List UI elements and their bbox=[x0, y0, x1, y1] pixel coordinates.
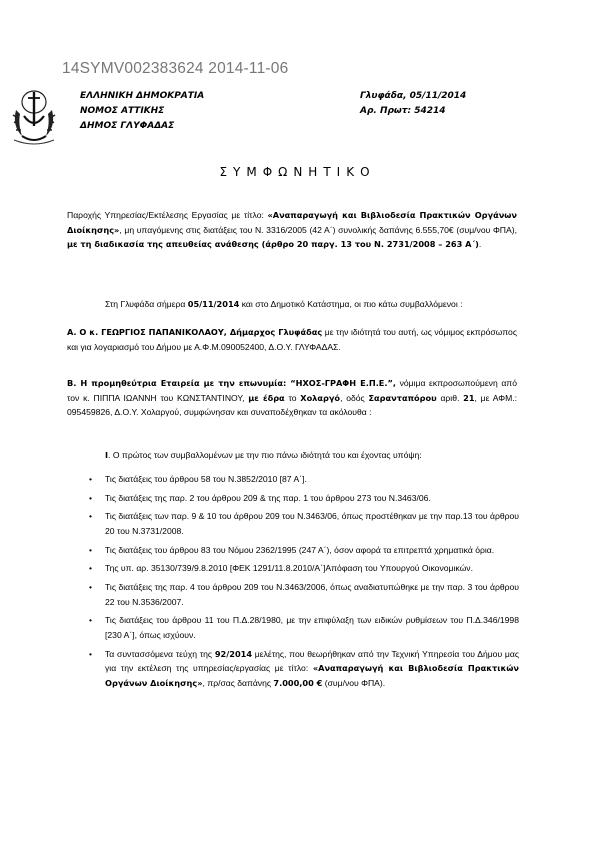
document-title: ΣΥΜΦΩΝΗΤΙΚΟ bbox=[219, 165, 376, 179]
bullet-icon: • bbox=[89, 474, 93, 484]
bullet-icon: • bbox=[89, 615, 93, 626]
list-item bbox=[67, 543, 519, 558]
list-item bbox=[67, 613, 519, 642]
study-project-title: «Αναπαραγωγή και Βιβλιοδεσία Πρακτικών Οργάνων Διοίκησης» bbox=[105, 663, 519, 688]
study-text-2: μελέτης, που θεωρήθηκαν από την Τεχνική Υπηρεσία του Δήμου μας για την εκτέλεση της υπηρεσίας/εργασίας με τίτλο: bbox=[105, 648, 519, 674]
party-a-text: με την ιδιότητά του αυτή, ως νόμιμος εκπρόσωπος και για λογαριασμό του Δήμου με Α.Φ.Μ.090052400, Δ.Ο.Υ. ΓΛΥΦΑΔΑΣ. bbox=[67, 327, 517, 352]
issuer-line-prefecture: ΝΟΜΟΣ ΑΤΤΙΚΗΣ bbox=[80, 106, 165, 116]
bullet-icon: • bbox=[89, 582, 93, 593]
list-item bbox=[67, 491, 519, 506]
document-date: Γλυφάδα, 05/11/2014 bbox=[360, 91, 467, 101]
study-text-4: (συμ/νου ΦΠΑ). bbox=[322, 677, 386, 688]
list-item-text: Της υπ. αρ. 35130/739/9.8.2010 [ΦΕΚ 1291/11.8.2010/Α΄]Απόφαση του Υπουργού Οικονομικών. bbox=[105, 563, 473, 574]
list-item-text: Τις διατάξεις της παρ. 2 του άρθρου 209 & της παρ. 1 του άρθρου 273 του Ν.3463/06. bbox=[105, 492, 431, 503]
place-date-paragraph bbox=[67, 297, 517, 312]
issuer-line-state: ΕΛΛΗΝΙΚΗ ΔΗΜΟΚΡΑΤΙΑ bbox=[80, 91, 205, 101]
party-b-text-3: , οδός bbox=[340, 392, 369, 403]
list-item-text: Τις διατάξεις της παρ. 4 του άρθρου 209 του Ν.3463/2006, όπως αναδιατυπώθηκε με την παρ. 3 του άρθρου 22 του Ν.3536/2007. bbox=[105, 582, 519, 607]
protocol-number: Αρ. Πρωτ: 54214 bbox=[360, 106, 446, 116]
issuer-line-municipality: ΔΗΜΟΣ ΓΛΥΦΑΔΑΣ bbox=[80, 121, 175, 131]
list-item bbox=[67, 561, 519, 576]
place-date: 05/11/2014 bbox=[187, 299, 240, 309]
party-b-city: Χολαργό bbox=[300, 392, 341, 403]
intro-procedure: με τη διαδικασία της απευθείας ανάθεσης (άρθρο 20 παργ. 13 του Ν. 2731/2008 – 263 Α΄) bbox=[67, 239, 479, 250]
list-item bbox=[67, 580, 519, 609]
intro-text-2: , μη υπαγόμενης στις διατάξεις του Ν. 3316/2005 (42 Α΄) συνολικής δαπάνης 6.555,70€ (συμ/νου ΦΠΑ), bbox=[119, 224, 517, 235]
issuer-block bbox=[80, 89, 204, 134]
study-text-3: , πρ/σας δαπάνης bbox=[202, 677, 274, 688]
intro-project-title: «Αναπαραγωγή και Βιβλιοδεσία Πρακτικών Οργάνων Διοίκησης» bbox=[67, 210, 517, 235]
party-a-name: Α. Ο κ. ΓΕΩΡΓΙΟΣ ΠΑΠΑΝΙΚΟΛΑΟΥ, Δήμαρχος Γλυφάδας bbox=[67, 327, 323, 337]
bullet-icon: • bbox=[89, 648, 93, 659]
party-b-company: Β. Η προμηθεύτρια Εταιρεία με την επωνυμία: “ΗΧΟΣ-ΓΡΑΦΗ Ε.Π.Ε.”, bbox=[67, 378, 397, 388]
bullet-icon: • bbox=[89, 544, 93, 555]
intro-text-1: Παροχής Υπηρεσίας/Εκτέλεσης Εργασίας με τίτλο: bbox=[67, 210, 268, 220]
bullet-icon: • bbox=[89, 511, 93, 522]
section-one-numeral: Ι bbox=[105, 450, 109, 460]
list-item-text: Τις διατάξεις του άρθρου 58 του Ν.3852/2010 [87 Α΄]. bbox=[105, 474, 307, 484]
municipality-seal-logo bbox=[10, 88, 58, 146]
legal-basis-list bbox=[67, 472, 519, 694]
study-amount: 7.000,00 € bbox=[273, 677, 323, 688]
section-one-heading bbox=[67, 448, 517, 463]
intro-paragraph bbox=[67, 208, 517, 252]
list-item bbox=[67, 472, 519, 487]
bullet-icon: • bbox=[89, 492, 93, 503]
party-b-seat-label: με έδρα bbox=[248, 392, 285, 403]
bullet-icon: • bbox=[89, 563, 93, 574]
list-item bbox=[67, 509, 519, 538]
section-one-text: . Ο πρώτος των συμβαλλομένων με την πιο πάνω ιδιότητά του και έχοντας υπόψη: bbox=[108, 450, 422, 460]
list-item-text: Τις διατάξεις των παρ. 9 & 10 του άρθρου 209 του Ν.3463/06, όπως προστέθηκαν με την παρ.13 του άρθρου 20 του Ν.3731/2008. bbox=[105, 511, 519, 536]
list-item-text: Τις διατάξεις του άρθρου 83 του Νόμου 2362/1995 (247 Α΄), όσον αφορά τα επιτρεπτά χρηματικά όρια. bbox=[105, 544, 495, 555]
party-b-text-4: αριθ. bbox=[436, 392, 464, 403]
party-b-text-5: , με ΑΦΜ.: 095459826, Δ.Ο.Υ. Χολαργού, συμφώνησαν και συναποδέχθηκαν τα ακόλουθα : bbox=[67, 392, 518, 418]
list-item-study bbox=[67, 647, 519, 691]
party-b-street-number: 21 bbox=[463, 392, 475, 403]
party-b-paragraph bbox=[67, 376, 517, 420]
party-b-text-2: το bbox=[284, 392, 301, 403]
list-item-text: Τις διατάξεις του άρθρου 11 του Π.Δ.28/1980, με την επιφύλαξη των ειδικών ρυθμίσεων του Π.Δ.346/1998 [230 Α΄], όπως ισχύουν. bbox=[105, 615, 519, 640]
party-a-paragraph bbox=[67, 325, 517, 354]
study-text-1: Τα συντασσόμενα τεύχη της bbox=[105, 648, 215, 659]
place-text-2: και στο Δημοτικό Κατάστημα, οι πιο κάτω συμβαλλόμενοι : bbox=[239, 299, 463, 309]
place-text-1: Στη Γλυφάδα σήμερα bbox=[105, 299, 188, 309]
date-protocol-block bbox=[360, 89, 466, 119]
intro-text-3: . bbox=[478, 239, 482, 250]
party-b-street: Σαρανταπόρου bbox=[368, 392, 437, 403]
study-number: 92/2014 bbox=[214, 648, 253, 659]
document-id-watermark: 14SYMV002383624 2014-11-06 bbox=[62, 60, 289, 77]
party-b-text-1: νόμιμα εκπροσωπούμενη από τον κ. ΠΙΠΠΑ ΙΩΑΝΝΗ του ΚΩΝΣΤΑΝΤΙΝΟΥ, bbox=[67, 378, 517, 403]
